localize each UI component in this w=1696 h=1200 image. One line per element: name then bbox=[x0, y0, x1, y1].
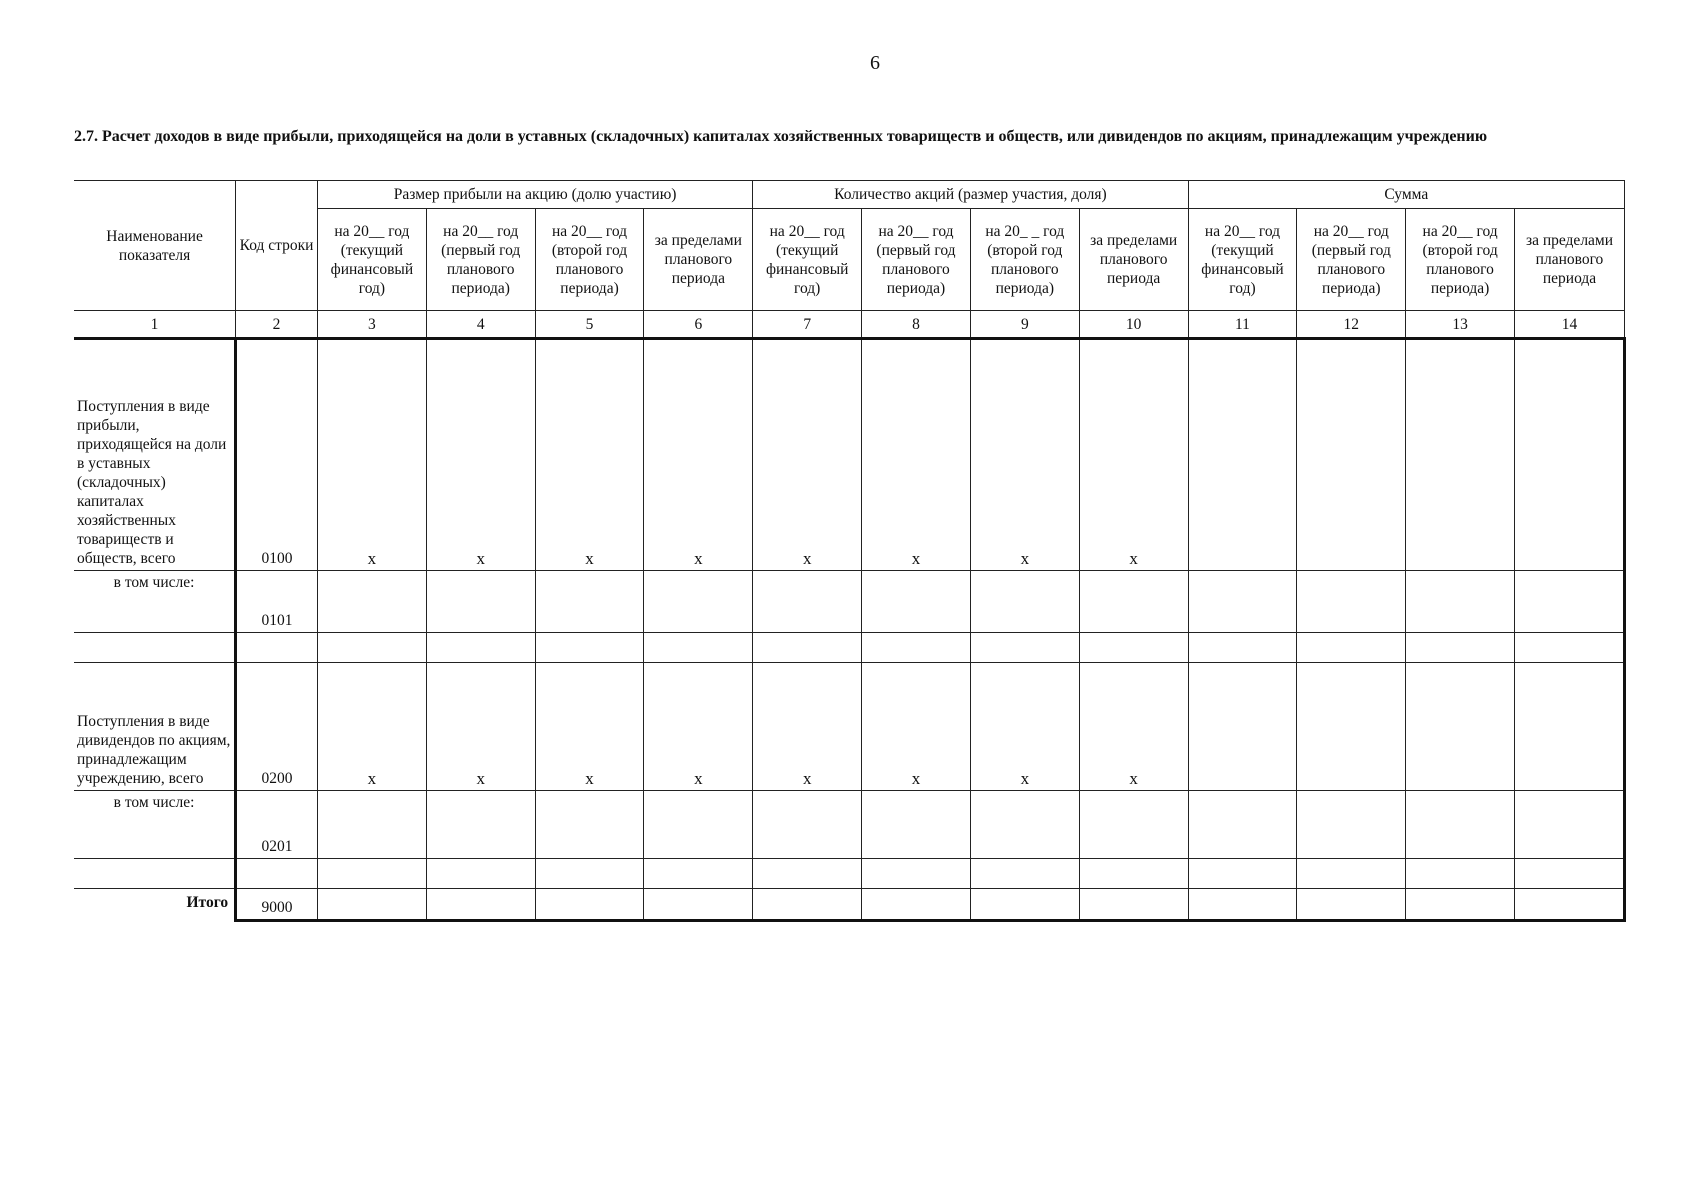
data-cell[interactable] bbox=[644, 791, 753, 859]
data-cell[interactable] bbox=[644, 633, 753, 663]
data-cell[interactable] bbox=[1515, 859, 1625, 889]
data-cell[interactable] bbox=[1188, 791, 1297, 859]
table-row-0201 bbox=[74, 791, 1625, 859]
header-sub-col-10: за пределами планового периода bbox=[1079, 209, 1188, 311]
data-cell[interactable] bbox=[426, 633, 535, 663]
data-cell[interactable] bbox=[753, 859, 862, 889]
header-sub-col-3: на 20__ год (текущий финансовый год) bbox=[317, 209, 426, 311]
column-number: 4 bbox=[426, 311, 535, 339]
data-cell[interactable] bbox=[1515, 889, 1625, 921]
column-number: 8 bbox=[862, 311, 971, 339]
column-number: 11 bbox=[1188, 311, 1297, 339]
row-name-empty bbox=[74, 859, 236, 889]
row-code-0200: 0200 bbox=[236, 663, 318, 791]
data-cell[interactable] bbox=[1297, 571, 1406, 633]
data-cell[interactable] bbox=[1079, 633, 1188, 663]
na-mark: x bbox=[644, 339, 753, 571]
data-cell[interactable] bbox=[1188, 633, 1297, 663]
data-cell[interactable] bbox=[426, 791, 535, 859]
data-cell[interactable] bbox=[970, 889, 1079, 921]
data-cell[interactable] bbox=[862, 859, 971, 889]
data-cell[interactable] bbox=[644, 571, 753, 633]
row-code-0100: 0100 bbox=[236, 339, 318, 571]
data-cell[interactable] bbox=[535, 859, 644, 889]
row-name-0200: Поступления в виде дивидендов по акциям, принадлежащим учреждению, всего bbox=[74, 663, 236, 791]
row-name-empty bbox=[74, 633, 236, 663]
header-sub-col-12: на 20__ год (первый год планового периода) bbox=[1297, 209, 1406, 311]
data-cell[interactable] bbox=[1515, 663, 1625, 791]
na-mark: x bbox=[644, 663, 753, 791]
table-row-empty bbox=[74, 859, 1625, 889]
data-cell[interactable] bbox=[426, 889, 535, 921]
data-cell[interactable] bbox=[970, 633, 1079, 663]
header-group-profit-per-share: Размер прибыли на акцию (долю участию) bbox=[317, 181, 752, 209]
data-cell[interactable] bbox=[1515, 339, 1625, 571]
header-sub-col-13: на 20__ год (второй год планового периода) bbox=[1406, 209, 1515, 311]
section-title: 2.7. Расчет доходов в виде прибыли, приходящейся на доли в уставных (складочных) капиталах хозяйственных товариществ и обществ, или дивидендов по акциям, принадлежащим учреждению bbox=[74, 128, 1488, 145]
data-cell[interactable] bbox=[1406, 663, 1515, 791]
na-mark: x bbox=[862, 339, 971, 571]
na-mark: x bbox=[426, 339, 535, 571]
data-cell[interactable] bbox=[1515, 571, 1625, 633]
data-cell[interactable] bbox=[644, 889, 753, 921]
data-cell[interactable] bbox=[426, 859, 535, 889]
data-cell[interactable] bbox=[1297, 633, 1406, 663]
header-group-share-quantity: Количество акций (размер участия, доля) bbox=[753, 181, 1188, 209]
column-number: 5 bbox=[535, 311, 644, 339]
data-cell[interactable] bbox=[862, 571, 971, 633]
header-sub-col-5: на 20__ год (второй год планового периода) bbox=[535, 209, 644, 311]
row-code-9000: 9000 bbox=[236, 889, 318, 921]
data-cell[interactable] bbox=[317, 791, 426, 859]
na-mark: x bbox=[753, 663, 862, 791]
income-calculation-table bbox=[74, 180, 1626, 922]
na-mark: x bbox=[1079, 663, 1188, 791]
data-cell[interactable] bbox=[1297, 663, 1406, 791]
data-cell[interactable] bbox=[535, 633, 644, 663]
data-cell[interactable] bbox=[862, 791, 971, 859]
column-number: 12 bbox=[1297, 311, 1406, 339]
data-cell[interactable] bbox=[1406, 633, 1515, 663]
na-mark: x bbox=[535, 339, 644, 571]
data-cell[interactable] bbox=[970, 571, 1079, 633]
na-mark: x bbox=[426, 663, 535, 791]
data-cell[interactable] bbox=[1079, 859, 1188, 889]
na-mark: x bbox=[317, 663, 426, 791]
table-row-empty bbox=[74, 633, 1625, 663]
na-mark: x bbox=[1079, 339, 1188, 571]
table-row-0101 bbox=[74, 571, 1625, 633]
row-code-0201: 0201 bbox=[236, 791, 318, 859]
data-cell[interactable] bbox=[1297, 859, 1406, 889]
table-row-0100 bbox=[74, 339, 1625, 571]
data-cell[interactable] bbox=[1297, 889, 1406, 921]
data-cell[interactable] bbox=[1297, 791, 1406, 859]
header-sub-col-4: на 20__ год (первый год планового периода) bbox=[426, 209, 535, 311]
column-number: 13 bbox=[1406, 311, 1515, 339]
data-cell[interactable] bbox=[1406, 339, 1515, 571]
column-number: 1 bbox=[74, 311, 236, 339]
data-cell[interactable] bbox=[644, 859, 753, 889]
data-cell[interactable] bbox=[1406, 859, 1515, 889]
data-cell[interactable] bbox=[317, 859, 426, 889]
data-cell[interactable] bbox=[1515, 633, 1625, 663]
data-cell[interactable] bbox=[535, 571, 644, 633]
page-number: 6 bbox=[870, 52, 880, 74]
data-cell[interactable] bbox=[1188, 571, 1297, 633]
data-cell[interactable] bbox=[1406, 571, 1515, 633]
data-cell[interactable] bbox=[535, 791, 644, 859]
row-code-empty bbox=[236, 859, 318, 889]
header-sub-col-6: за пределами планового периода bbox=[644, 209, 753, 311]
header-group-sum: Сумма bbox=[1188, 181, 1624, 209]
data-cell[interactable] bbox=[1188, 663, 1297, 791]
data-cell[interactable] bbox=[1188, 889, 1297, 921]
data-cell[interactable] bbox=[1515, 791, 1625, 859]
column-number: 14 bbox=[1515, 311, 1625, 339]
header-name-column: Наименование показателя bbox=[74, 181, 236, 311]
na-mark: x bbox=[535, 663, 644, 791]
column-number: 9 bbox=[970, 311, 1079, 339]
column-number: 3 bbox=[317, 311, 426, 339]
data-cell[interactable] bbox=[1188, 859, 1297, 889]
data-cell[interactable] bbox=[317, 571, 426, 633]
table-row-0200 bbox=[74, 663, 1625, 791]
column-number: 6 bbox=[644, 311, 753, 339]
data-cell[interactable] bbox=[317, 889, 426, 921]
column-number: 10 bbox=[1079, 311, 1188, 339]
data-cell[interactable] bbox=[1188, 339, 1297, 571]
data-cell[interactable] bbox=[753, 633, 862, 663]
row-code-empty bbox=[236, 633, 318, 663]
row-name-0101: в том числе: bbox=[74, 571, 236, 633]
data-cell[interactable] bbox=[317, 633, 426, 663]
table-row-9000 bbox=[74, 889, 1625, 921]
row-name-0100: Поступления в виде прибыли, приходящейся на доли в уставных (складочных) капиталах хозяйственных товариществ и обществ, всего bbox=[74, 339, 236, 571]
header-sub-col-7: на 20__ год (текущий финансовый год) bbox=[753, 209, 862, 311]
data-cell[interactable] bbox=[1079, 791, 1188, 859]
column-number: 2 bbox=[236, 311, 318, 339]
data-cell[interactable] bbox=[1297, 339, 1406, 571]
data-cell[interactable] bbox=[1079, 571, 1188, 633]
na-mark: x bbox=[970, 339, 1079, 571]
row-name-0201: в том числе: bbox=[74, 791, 236, 859]
header-code-column: Код строки bbox=[236, 181, 318, 311]
data-cell[interactable] bbox=[753, 791, 862, 859]
data-cell[interactable] bbox=[753, 571, 862, 633]
row-code-0101: 0101 bbox=[236, 571, 318, 633]
data-cell[interactable] bbox=[862, 633, 971, 663]
na-mark: x bbox=[317, 339, 426, 571]
row-name-9000: Итого bbox=[74, 889, 236, 921]
na-mark: x bbox=[753, 339, 862, 571]
header-sub-col-14: за пределами планового периода bbox=[1515, 209, 1625, 311]
data-cell[interactable] bbox=[426, 571, 535, 633]
data-cell[interactable] bbox=[1079, 889, 1188, 921]
na-mark: x bbox=[970, 663, 1079, 791]
na-mark: x bbox=[862, 663, 971, 791]
data-cell[interactable] bbox=[1406, 889, 1515, 921]
header-sub-col-8: на 20__ год (первый год планового периода) bbox=[862, 209, 971, 311]
data-cell[interactable] bbox=[862, 889, 971, 921]
header-sub-col-9: на 20_ _ год (второй год планового периода) bbox=[970, 209, 1079, 311]
data-cell[interactable] bbox=[970, 859, 1079, 889]
data-cell[interactable] bbox=[753, 889, 862, 921]
data-cell[interactable] bbox=[1406, 791, 1515, 859]
data-cell[interactable] bbox=[970, 791, 1079, 859]
column-number: 7 bbox=[753, 311, 862, 339]
header-sub-col-11: на 20__ год (текущий финансовый год) bbox=[1188, 209, 1297, 311]
data-cell[interactable] bbox=[535, 889, 644, 921]
